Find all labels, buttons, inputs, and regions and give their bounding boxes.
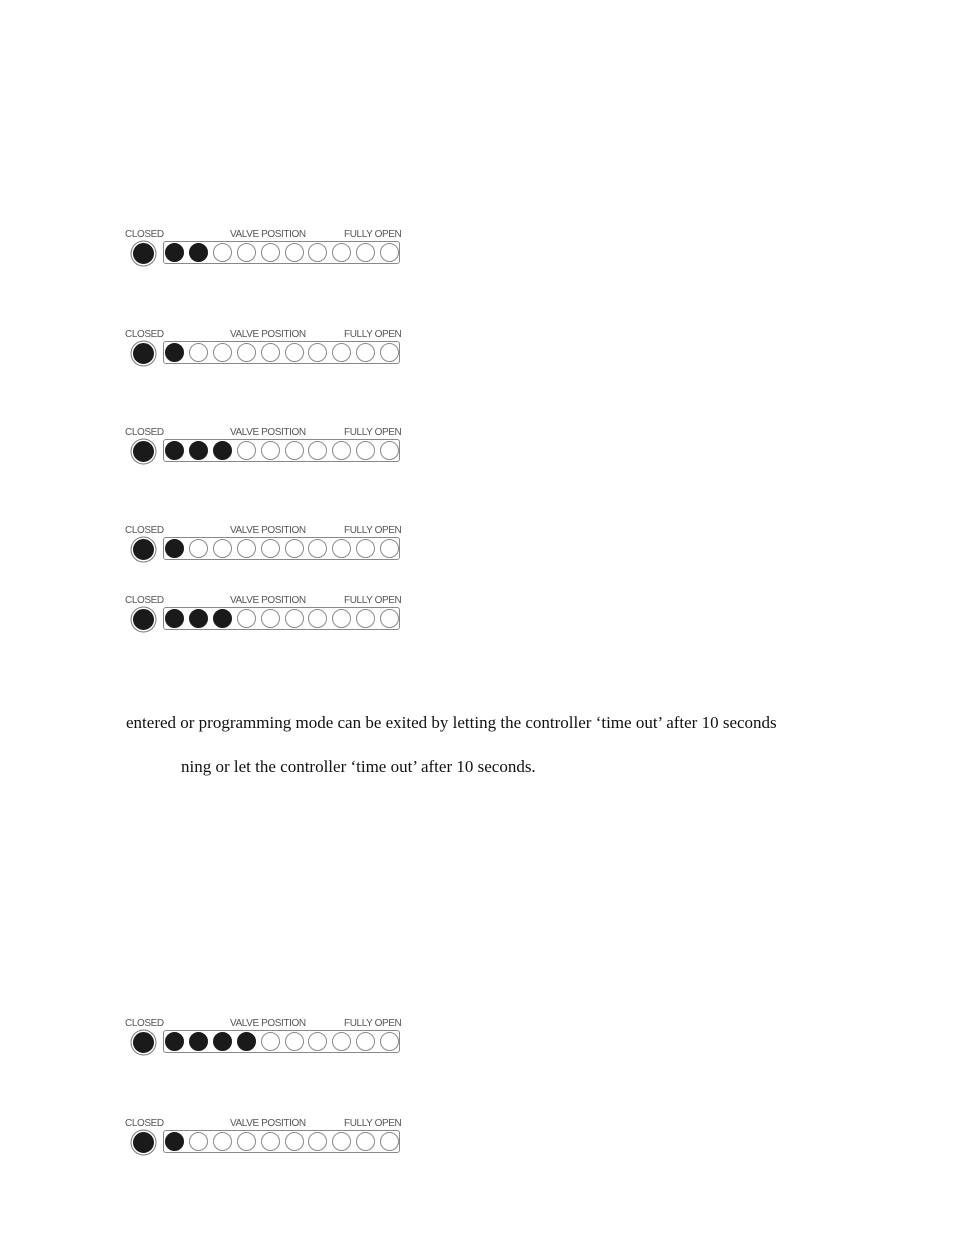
position-led-unlit [261, 243, 280, 262]
body-text-line-2: ning or let the controller ‘time out’ after 10 seconds. [181, 757, 536, 776]
position-led-unlit [356, 1132, 375, 1151]
position-led-lit [189, 441, 208, 460]
position-led-unlit [332, 609, 351, 628]
position-led-unlit [261, 1132, 280, 1151]
position-led-unlit [380, 539, 399, 558]
position-led-unlit [285, 1132, 304, 1151]
position-led-unlit [356, 441, 375, 460]
valve-position-indicator [124, 329, 404, 369]
position-led-lit [189, 609, 208, 628]
fully-open-label: FULLY OPEN [344, 329, 402, 340]
indicator-led-row [124, 1130, 404, 1156]
fully-open-label: FULLY OPEN [344, 525, 402, 536]
valve-position-label: VALVE POSITION [230, 1118, 306, 1129]
valve-position-indicator [124, 427, 404, 467]
position-led-unlit [189, 1132, 208, 1151]
valve-position-label: VALVE POSITION [230, 1018, 306, 1029]
position-led-unlit [213, 1132, 232, 1151]
indicator-labels [124, 1018, 404, 1030]
position-led-unlit [356, 609, 375, 628]
valve-position-indicator [124, 1018, 404, 1058]
closed-led [133, 539, 154, 560]
position-led-unlit [308, 539, 327, 558]
closed-led [133, 243, 154, 264]
position-led-lit [165, 609, 184, 628]
closed-label: CLOSED [125, 427, 164, 438]
position-led-unlit [332, 1032, 351, 1051]
position-led-unlit [237, 539, 256, 558]
indicator-labels [124, 1118, 404, 1130]
position-led-unlit [237, 1132, 256, 1151]
position-led-unlit [285, 343, 304, 362]
position-led-unlit [332, 441, 351, 460]
valve-position-label: VALVE POSITION [230, 329, 306, 340]
position-led-bar [163, 341, 400, 364]
valve-position-label: VALVE POSITION [230, 427, 306, 438]
position-led-unlit [261, 343, 280, 362]
indicator-led-row [124, 607, 404, 633]
position-led-unlit [189, 539, 208, 558]
position-led-unlit [237, 609, 256, 628]
position-led-unlit [285, 441, 304, 460]
closed-label: CLOSED [125, 525, 164, 536]
closed-label: CLOSED [125, 1018, 164, 1029]
valve-position-label: VALVE POSITION [230, 525, 306, 536]
position-led-unlit [356, 243, 375, 262]
position-led-unlit [261, 441, 280, 460]
position-led-unlit [380, 441, 399, 460]
position-led-unlit [237, 343, 256, 362]
closed-led [133, 343, 154, 364]
position-led-unlit [308, 343, 327, 362]
position-led-lit [165, 1132, 184, 1151]
indicator-labels [124, 427, 404, 439]
indicator-led-row [124, 439, 404, 465]
position-led-lit [213, 441, 232, 460]
indicator-led-row [124, 241, 404, 267]
position-led-lit [165, 441, 184, 460]
position-led-unlit [237, 243, 256, 262]
position-led-unlit [285, 1032, 304, 1051]
position-led-bar [163, 241, 400, 264]
position-led-bar [163, 439, 400, 462]
position-led-unlit [308, 1032, 327, 1051]
position-led-lit [165, 539, 184, 558]
fully-open-label: FULLY OPEN [344, 229, 402, 240]
closed-label: CLOSED [125, 329, 164, 340]
position-led-unlit [380, 243, 399, 262]
valve-position-indicator [124, 525, 404, 565]
closed-led [133, 1132, 154, 1153]
valve-position-indicator [124, 229, 404, 269]
valve-position-label: VALVE POSITION [230, 229, 306, 240]
indicator-labels [124, 595, 404, 607]
position-led-unlit [332, 343, 351, 362]
fully-open-label: FULLY OPEN [344, 427, 402, 438]
position-led-bar [163, 607, 400, 630]
fully-open-label: FULLY OPEN [344, 1018, 402, 1029]
closed-led [133, 441, 154, 462]
position-led-unlit [356, 539, 375, 558]
position-led-lit [165, 1032, 184, 1051]
closed-label: CLOSED [125, 1118, 164, 1129]
indicator-labels [124, 329, 404, 341]
indicator-led-row [124, 537, 404, 563]
position-led-lit [213, 1032, 232, 1051]
position-led-bar [163, 537, 400, 560]
fully-open-label: FULLY OPEN [344, 595, 402, 606]
position-led-lit [165, 243, 184, 262]
position-led-unlit [356, 343, 375, 362]
valve-position-label: VALVE POSITION [230, 595, 306, 606]
indicator-led-row [124, 1030, 404, 1056]
position-led-lit [237, 1032, 256, 1051]
position-led-unlit [308, 441, 327, 460]
closed-led [133, 1032, 154, 1053]
valve-position-indicator [124, 1118, 404, 1158]
position-led-unlit [332, 539, 351, 558]
position-led-unlit [380, 609, 399, 628]
position-led-lit [189, 1032, 208, 1051]
position-led-unlit [380, 343, 399, 362]
position-led-unlit [261, 609, 280, 628]
fully-open-label: FULLY OPEN [344, 1118, 402, 1129]
position-led-unlit [380, 1132, 399, 1151]
position-led-unlit [285, 243, 304, 262]
closed-label: CLOSED [125, 229, 164, 240]
indicator-labels [124, 525, 404, 537]
position-led-lit [165, 343, 184, 362]
position-led-unlit [380, 1032, 399, 1051]
position-led-unlit [189, 343, 208, 362]
position-led-unlit [261, 539, 280, 558]
body-text-line-1: entered or programming mode can be exited by letting the controller ‘time out’ after 10 seconds [126, 713, 777, 732]
closed-led [133, 609, 154, 630]
position-led-unlit [237, 441, 256, 460]
position-led-unlit [285, 609, 304, 628]
position-led-unlit [213, 343, 232, 362]
position-led-unlit [261, 1032, 280, 1051]
position-led-unlit [332, 1132, 351, 1151]
position-led-unlit [332, 243, 351, 262]
position-led-unlit [213, 539, 232, 558]
position-led-unlit [308, 609, 327, 628]
position-led-unlit [213, 243, 232, 262]
position-led-unlit [285, 539, 304, 558]
valve-position-indicator [124, 595, 404, 635]
position-led-unlit [356, 1032, 375, 1051]
position-led-unlit [308, 1132, 327, 1151]
position-led-bar [163, 1030, 400, 1053]
position-led-bar [163, 1130, 400, 1153]
indicator-led-row [124, 341, 404, 367]
closed-label: CLOSED [125, 595, 164, 606]
position-led-unlit [308, 243, 327, 262]
position-led-lit [189, 243, 208, 262]
indicator-labels [124, 229, 404, 241]
position-led-lit [213, 609, 232, 628]
